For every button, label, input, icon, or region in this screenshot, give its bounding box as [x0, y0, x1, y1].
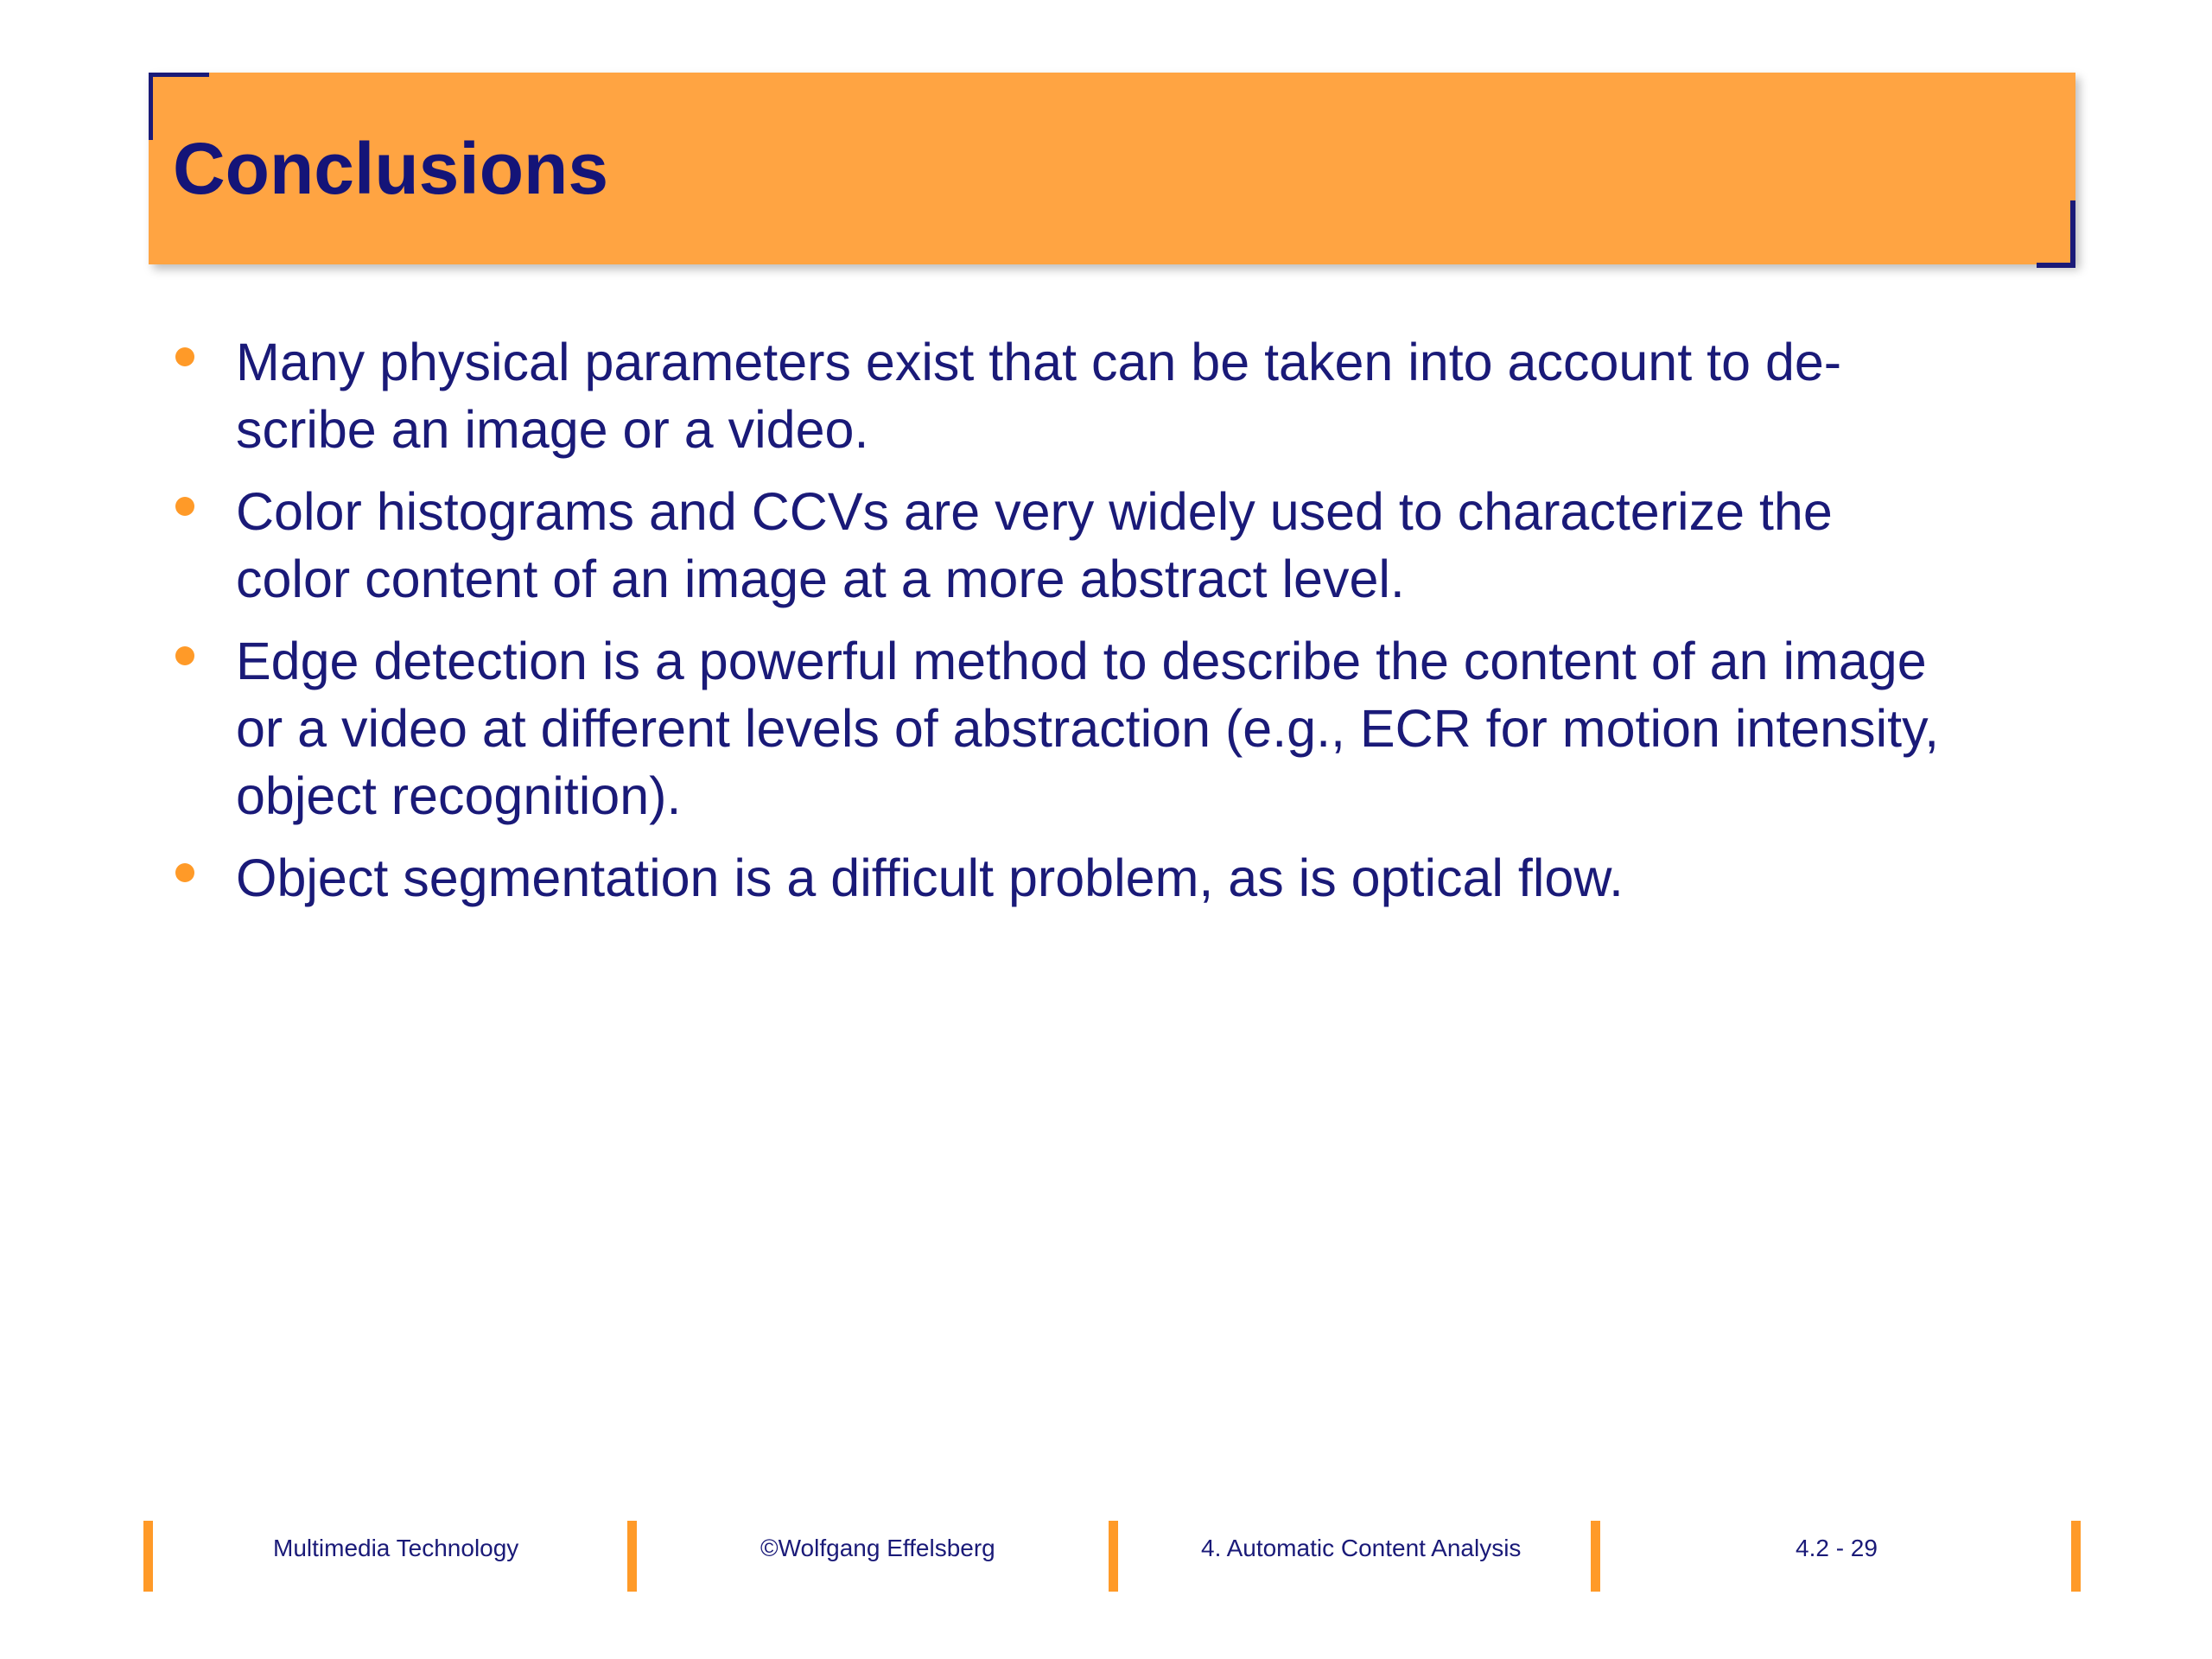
bullet-list: [173, 328, 2074, 926]
bullet-dot-icon: [175, 497, 194, 516]
bullet-item: [173, 478, 2074, 613]
footer-divider: [1591, 1521, 1600, 1592]
slide-title: Conclusions: [173, 128, 609, 209]
bullet-item: [173, 328, 2074, 463]
footer-chapter: 4. Automatic Content Analysis: [1201, 1535, 1522, 1561]
bullet-line: Color histograms and CCVs are very widely used to characterize the: [236, 482, 1833, 541]
footer: [0, 1521, 2212, 1607]
bullet-line: object recognition).: [236, 766, 682, 825]
footer-course: Multimedia Technology: [273, 1535, 519, 1561]
footer-divider: [627, 1521, 637, 1592]
footer-page-number: 4.2 - 29: [1796, 1535, 1878, 1561]
bullet-line: or a video at different levels of abstraction (e.g., ECR for motion intensity,: [236, 699, 1940, 758]
bullet-item: [173, 844, 2074, 912]
bullet-dot-icon: [175, 646, 194, 665]
bullet-line: color content of an image at a more abstract level.: [236, 550, 1405, 608]
bullet-dot-icon: [175, 863, 194, 882]
bullet-line: Object segmentation is a difficult problem, as is optical flow.: [236, 849, 1624, 907]
footer-author: ©Wolfgang Effelsberg: [760, 1535, 995, 1561]
footer-divider: [2071, 1521, 2081, 1592]
footer-divider: [1109, 1521, 1118, 1592]
bullet-dot-icon: [175, 347, 194, 366]
footer-divider: [143, 1521, 153, 1592]
bullet-line: Many physical parameters exist that can be taken into account to de-: [236, 333, 1842, 391]
bullet-line: Edge detection is a powerful method to describe the content of an image: [236, 632, 1927, 690]
bullet-item: [173, 627, 2074, 830]
banner-corner-bottom-right: [2037, 200, 2075, 268]
bullet-line: scribe an image or a video.: [236, 400, 869, 459]
